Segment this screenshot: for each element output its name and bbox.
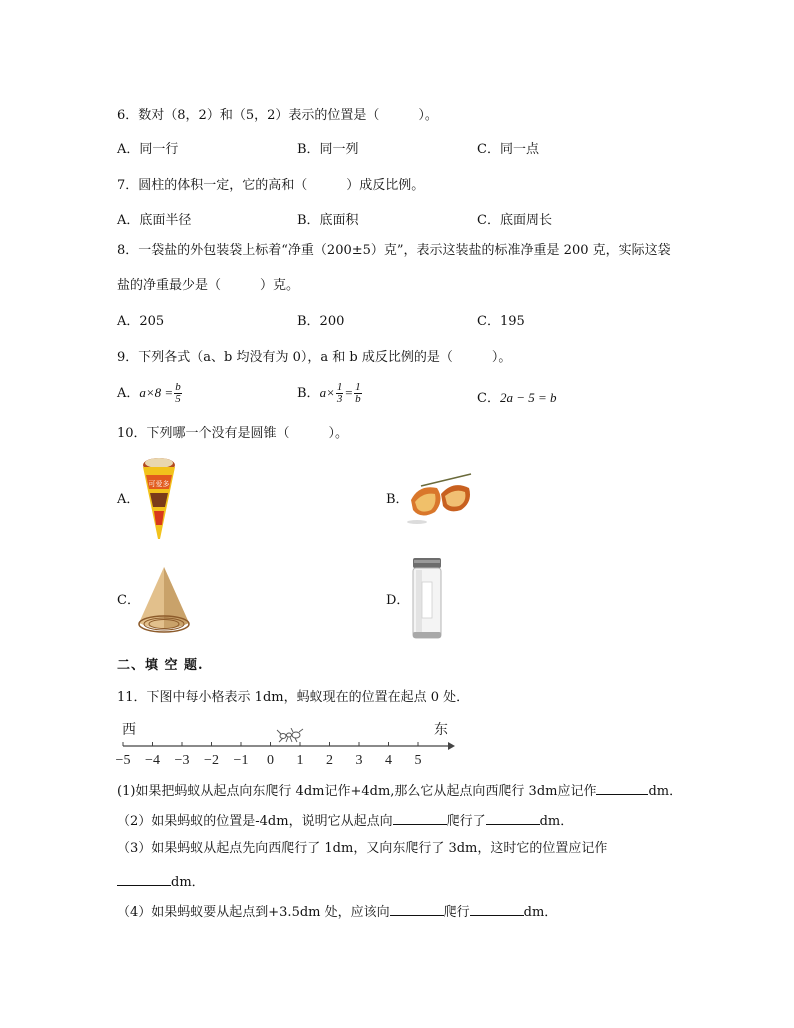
q8-option-c: C．195 <box>477 314 525 329</box>
ice-cream-cone-image <box>138 455 180 541</box>
q9-option-c-label: C． <box>477 391 500 406</box>
q9-option-b-lhs: a× <box>319 385 335 400</box>
q8-stem-line1: 8．一袋盐的外包装袋上标着“净重（200±5）克”，表示这装盐的标准净重是 200 克，实际这袋 <box>117 243 671 258</box>
fraction-denominator: b <box>355 393 361 405</box>
tick-label: −4 <box>145 753 160 768</box>
q8-stem-line2: 盐的净重最少是（ ）克。 <box>117 278 300 293</box>
q11-sub2 <box>117 810 573 831</box>
q9-stem: 9．下列各式（a、b 均没有为 0），a 和 b 成反比例的是（ ）。 <box>117 350 512 365</box>
q11-sub1-text: (1)如果把蚂蚁从起点向东爬行 4dm记作+4dm,那么它从起点向西爬行 3dm应记作 <box>117 784 597 799</box>
ant-icon <box>277 728 303 742</box>
tick-label: −5 <box>115 753 131 768</box>
number-line <box>115 728 455 768</box>
q9-option-b-label: B． <box>297 386 320 401</box>
glass-bottle-image <box>410 556 444 640</box>
fraction-denominator: 5 <box>175 393 181 405</box>
answer-blank[interactable] <box>596 780 648 795</box>
tick-label: 4 <box>385 753 392 768</box>
fraction-denominator: 3 <box>336 393 343 405</box>
spinning-tops-image <box>405 470 475 526</box>
q7-stem: 7．圆柱的体积一定，它的高和（ ）成反比例。 <box>117 178 425 193</box>
tick-label: −3 <box>174 753 190 768</box>
fraction-numerator: 1 <box>336 381 343 393</box>
q11-sub4-text-2: 爬行 <box>443 905 470 920</box>
answer-blank[interactable] <box>486 810 540 825</box>
q11-sub3: （3）如果蚂蚁从起点先向西爬行了 1dm，又向东爬行了 3dm，这时它的位置应记作 <box>117 841 608 856</box>
q11-sub4-text: （4）如果蚂蚁要从起点到+3.5dm 处，应该向 <box>117 905 390 920</box>
q8-option-b: B．200 <box>297 314 345 329</box>
q9-option-a <box>117 382 183 405</box>
q11-sub1-unit: dm． <box>648 784 683 799</box>
tick-label: −1 <box>233 753 249 768</box>
q11-sub2-text: （2）如果蚂蚁的位置是-4dm，说明它从起点向 <box>117 814 393 829</box>
q11-sub4 <box>117 901 557 922</box>
east-label: 东 <box>434 722 448 738</box>
q7-option-c: C．底面周长 <box>477 213 552 228</box>
q7-option-b: B．底面积 <box>297 213 359 228</box>
q9-option-c-expr: 2a − 5 = b <box>499 390 557 405</box>
tick-label: 2 <box>326 753 333 768</box>
answer-blank[interactable] <box>117 871 171 886</box>
q7-option-a: A．底面半径 <box>117 213 192 228</box>
fraction-numerator: 1 <box>355 381 361 393</box>
q11-sub3-unit: dm． <box>171 875 205 890</box>
cone-brand-text: 可爱多 <box>148 480 170 488</box>
q6-option-a: A．同一行 <box>117 142 179 157</box>
q9-option-a-fraction <box>174 382 182 405</box>
tick-label: 0 <box>267 753 274 768</box>
tick-label: 3 <box>355 753 363 768</box>
q10-label-b: B． <box>386 492 409 507</box>
q11-sub3-answer <box>117 871 205 892</box>
section-title: 二、填 空 题. <box>117 658 204 673</box>
cone-hat-image <box>136 565 192 635</box>
q6-option-b: B．同一列 <box>297 142 359 157</box>
west-label: 西 <box>122 722 136 738</box>
q9-option-b-fraction-2 <box>354 382 362 405</box>
q10-label-a: A． <box>117 492 140 507</box>
q9-option-b <box>297 382 363 405</box>
arrow-right-icon <box>448 742 455 750</box>
q8-option-a: A．205 <box>117 314 165 329</box>
tick-label: 5 <box>414 753 422 768</box>
fraction-numerator: b <box>175 381 181 393</box>
q6-stem: 6．数对（8，2）和（5，2）表示的位置是（ ）。 <box>117 108 438 123</box>
q11-sub4-unit: dm． <box>523 905 558 920</box>
q9-option-b-equals: = <box>344 385 354 400</box>
q9-option-c <box>477 389 557 408</box>
answer-blank[interactable] <box>470 901 524 916</box>
q10-stem: 10．下列哪一个没有是圆锥（ ）。 <box>117 426 349 441</box>
q11-stem: 11．下图中每小格表示 1dm，蚂蚁现在的位置在起点 0 处． <box>117 690 470 705</box>
q11-sub1 <box>117 780 682 801</box>
q11-sub2-text-2: 爬行了 <box>446 814 486 829</box>
q6-option-c: C．同一点 <box>477 142 539 157</box>
q10-label-c: C． <box>117 593 140 608</box>
answer-blank[interactable] <box>393 810 447 825</box>
q9-option-a-lhs: a×8 = <box>139 385 174 400</box>
q9-option-a-label: A． <box>117 386 140 401</box>
tick-label: 1 <box>296 753 304 768</box>
answer-blank[interactable] <box>390 901 444 916</box>
q9-option-b-fraction-1 <box>336 382 344 405</box>
tick-label: −2 <box>204 753 219 768</box>
q10-label-d: D． <box>386 593 410 608</box>
q11-sub2-unit: dm． <box>539 814 574 829</box>
